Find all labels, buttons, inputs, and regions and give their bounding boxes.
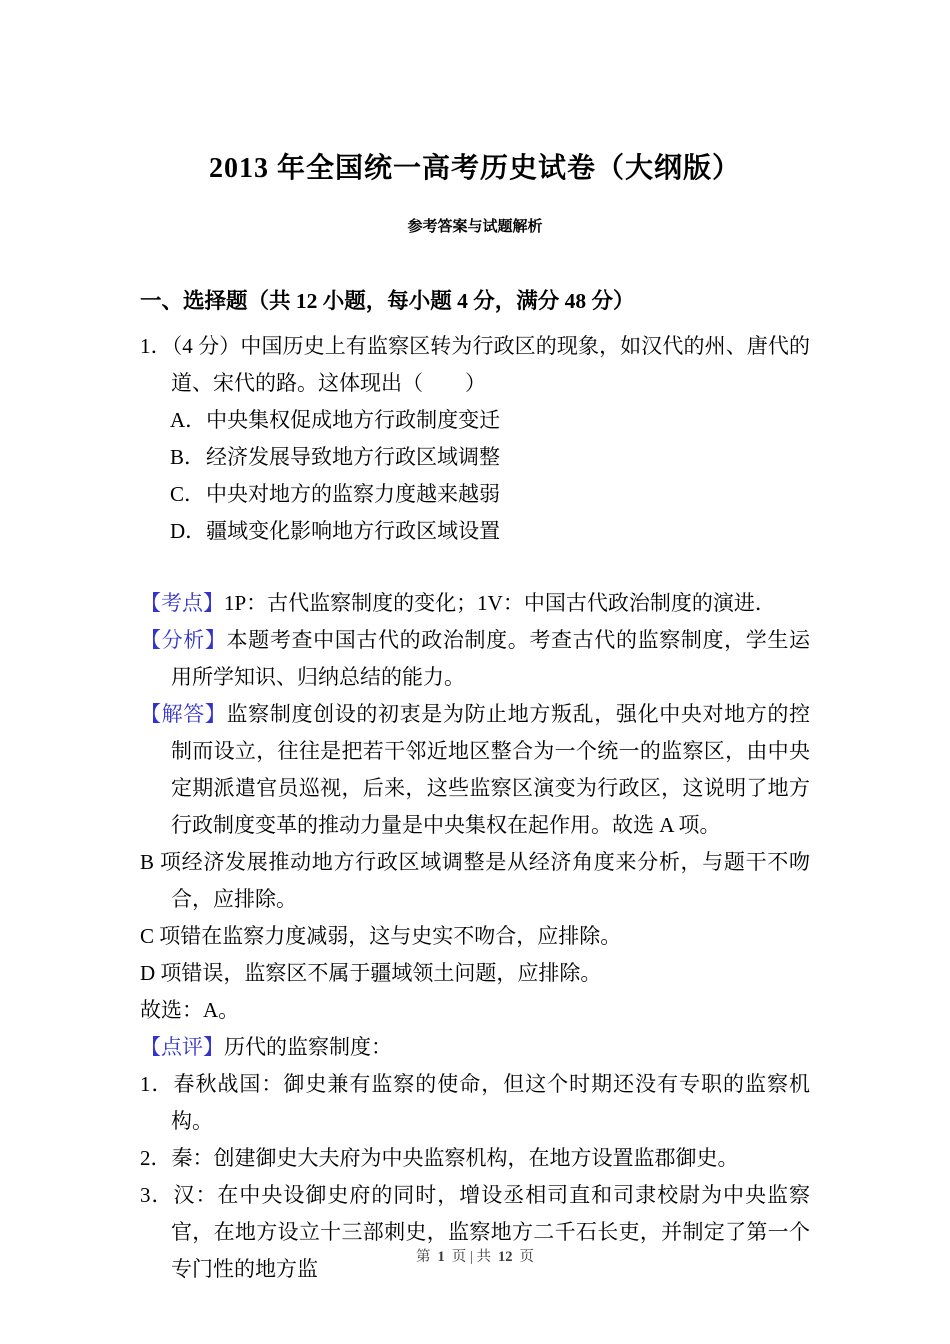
- option-c-label: C．: [170, 482, 206, 506]
- footer-mid: 页 | 共: [451, 1249, 491, 1265]
- option-d: [170, 513, 810, 550]
- fenxi-paragraph: [140, 622, 810, 696]
- dianping-paragraph: [140, 1029, 810, 1066]
- section-heading: 一、选择题（共 12 小题，每小题 4 分，满分 48 分）: [140, 289, 635, 313]
- dianping-item-1: 1．春秋战国：御史兼有监察的使命，但这个时期还没有专职的监察机构。: [140, 1072, 810, 1133]
- footer-total-pages: 12: [497, 1249, 513, 1265]
- option-b-label: B．: [170, 445, 206, 469]
- kaodian-paragraph: [140, 585, 810, 622]
- options-list: [170, 402, 810, 550]
- footer-suffix: 页: [519, 1249, 534, 1265]
- option-b: [170, 439, 810, 476]
- dianping-tag: 【点评】: [140, 1035, 224, 1059]
- fenxi-text: 本题考查中国古代的政治制度。考查古代的监察制度，学生运用所学知识、归纳总结的能力。: [171, 628, 811, 689]
- question-number: 1．: [140, 334, 172, 358]
- doc-title: 2013 年全国统一高考历史试卷（大纲版）: [208, 153, 741, 184]
- option-b-text: 经济发展导致地方行政区域调整: [206, 445, 500, 469]
- option-a: [170, 402, 810, 439]
- dianping-item-2: 2．秦：创建御史大夫府为中央监察机构，在地方设置监郡御史。: [140, 1146, 739, 1170]
- footer-prefix: 第: [416, 1249, 431, 1265]
- answer-line: 故选：A。: [140, 998, 240, 1022]
- note-option-d: D 项错误，监察区不属于疆域领土问题，应排除。: [140, 961, 602, 985]
- doc-subtitle: 参考答案与试题解析: [407, 219, 543, 235]
- dianping-text: 历代的监察制度：: [224, 1035, 392, 1059]
- note-option-b: B 项经济发展推动地方行政区域调整是从经济角度来分析，与题干不吻合，应排除。: [140, 850, 810, 911]
- option-d-text: 疆域变化影响地方行政区域设置: [206, 519, 501, 543]
- note-option-c: C 项错在监察力度减弱，这与史实不吻合，应排除。: [140, 924, 622, 948]
- footer-page-number: 1: [437, 1249, 445, 1265]
- option-a-label: A．: [170, 408, 207, 432]
- dianping-item-3: 3．汉：在中央设御史府的同时，增设丞相司直和司隶校尉为中央监察官，在地方设立十三部刺史，监察地方二千石长吏，并制定了第一个专门性的地方监: [140, 1183, 810, 1281]
- option-a-text: 中央集权促成地方行政制度变迁: [206, 408, 501, 432]
- fenxi-tag: 【分析】: [140, 628, 227, 652]
- page-footer: [0, 1248, 950, 1266]
- option-d-label: D．: [170, 519, 207, 543]
- option-c-text: 中央对地方的监察力度越来越弱: [206, 482, 500, 506]
- jieda-text: 监察制度创设的初衷是为防止地方叛乱，强化中央对地方的控制而设立，往往是把若干邻近地区整合为一个统一的监察区，由中央定期派遣官员巡视，后来，这些监察区演变为行政区，这说明了地方行政制度变革的推动力量是中央集权在起作用。故选 A 项。: [171, 702, 811, 837]
- kaodian-tag: 【考点】: [140, 591, 224, 615]
- question-stem: （4 分）中国历史上有监察区转为行政区的现象，如汉代的州、唐代的道、宋代的路。这体现出（ ）: [171, 334, 810, 395]
- jieda-tag: 【解答】: [140, 702, 227, 726]
- option-c: [170, 476, 810, 513]
- jieda-paragraph: [140, 696, 810, 844]
- kaodian-text: 1P：古代监察制度的变化；1V：中国古代政治制度的演进．: [224, 591, 776, 615]
- question-1: [140, 328, 810, 402]
